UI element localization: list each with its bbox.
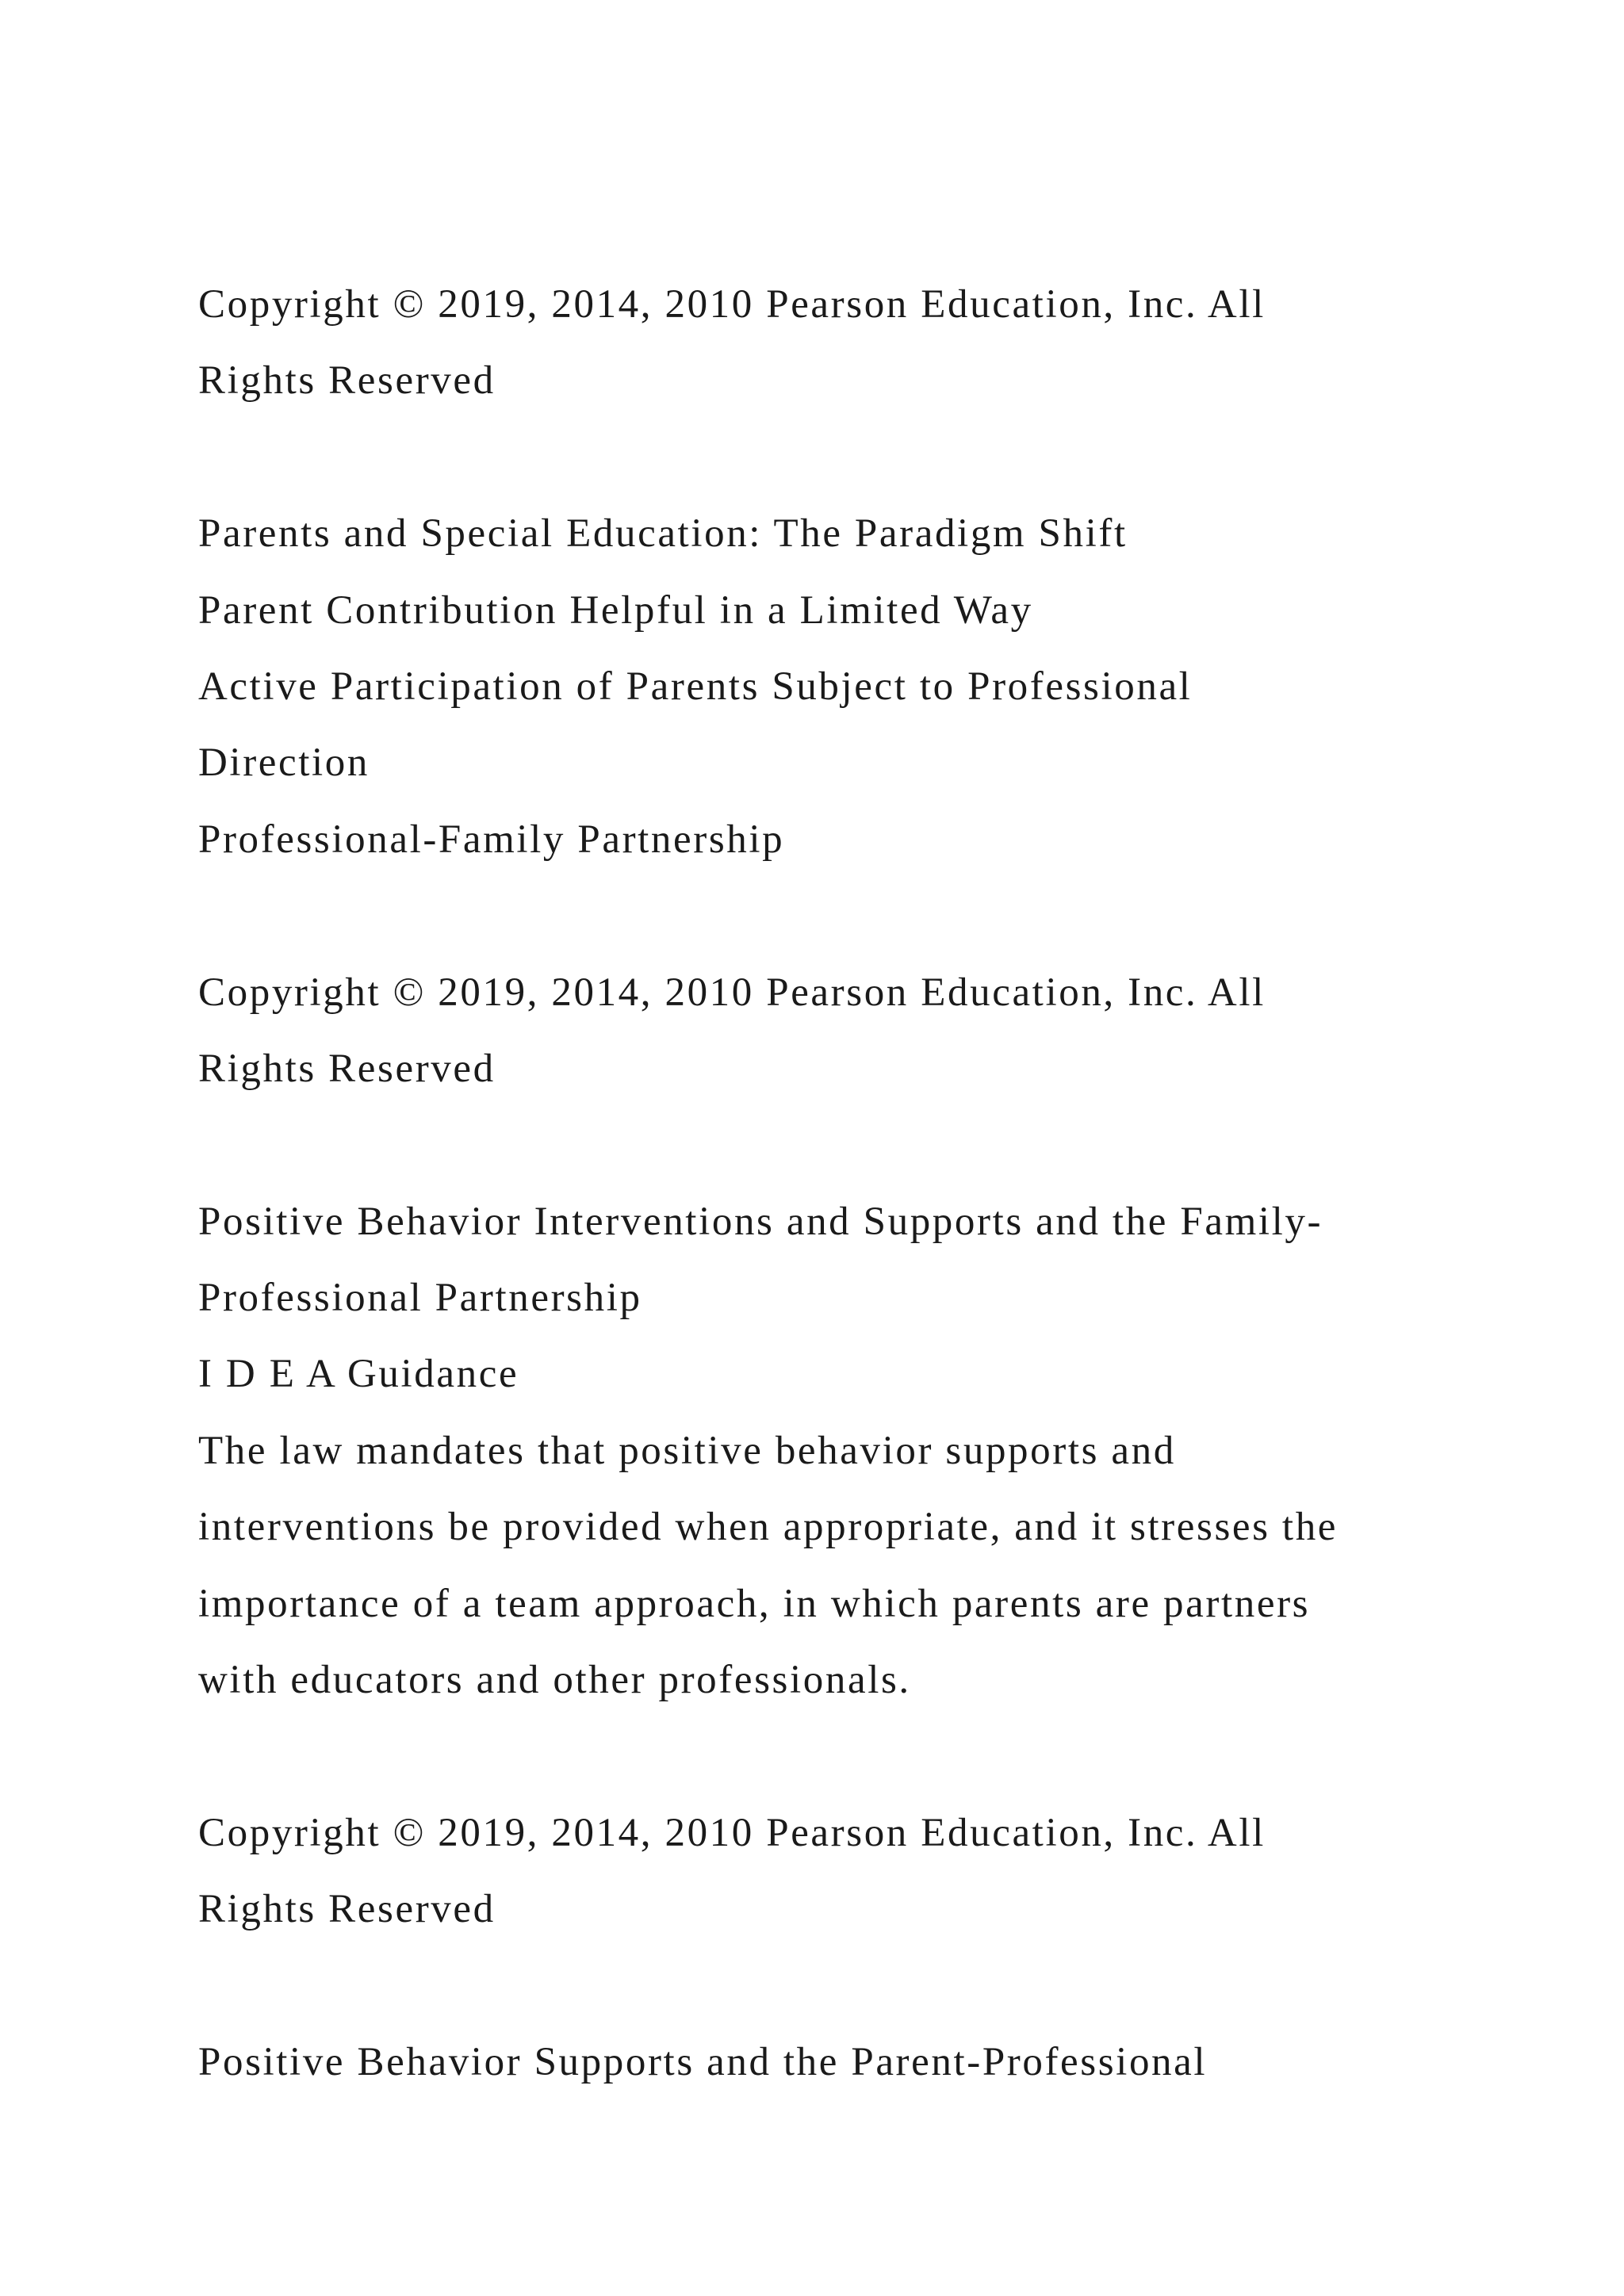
copyright-line: Copyright © 2019, 2014, 2010 Pearson Education, Inc. All: [198, 970, 1266, 1015]
copyright-line-cont: Rights Reserved: [198, 1887, 496, 1932]
text-line: interventions be provided when appropriate, and it stresses the: [198, 1505, 1339, 1550]
text-line: The law mandates that positive behavior supports and: [198, 1428, 1176, 1473]
slide-title-cont: Professional Partnership: [198, 1276, 642, 1321]
text-line: with educators and other professionals.: [198, 1658, 911, 1703]
slide-title: Parents and Special Education: The Paradigm Shift: [198, 511, 1128, 557]
text-line: Professional-Family Partnership: [198, 817, 785, 862]
text-line: Active Participation of Parents Subject to Professional: [198, 664, 1193, 709]
blank-line: [198, 1948, 1467, 2024]
blank-line: [198, 1718, 1467, 1794]
blank-line: [198, 419, 1467, 496]
text-line: I D E A Guidance: [198, 1352, 519, 1397]
copyright-line-cont: Rights Reserved: [198, 1046, 496, 1091]
text-line: Direction: [198, 740, 370, 786]
copyright-line-cont: Rights Reserved: [198, 358, 496, 404]
text-line: Parent Contribution Helpful in a Limited Way: [198, 587, 1033, 633]
slide-title: Positive Behavior Interventions and Supports and the Family-: [198, 1199, 1323, 1244]
copyright-line: Copyright © 2019, 2014, 2010 Pearson Education, Inc. All: [198, 1810, 1266, 1855]
blank-line: [198, 1107, 1467, 1183]
blank-line: [198, 878, 1467, 954]
slide-title: Positive Behavior Supports and the Parent-Professional: [198, 2039, 1208, 2084]
text-line: importance of a team approach, in which parents are partners: [198, 1581, 1311, 1626]
copyright-line: Copyright © 2019, 2014, 2010 Pearson Education, Inc. All: [198, 282, 1266, 327]
document-text: [198, 266, 1467, 2100]
